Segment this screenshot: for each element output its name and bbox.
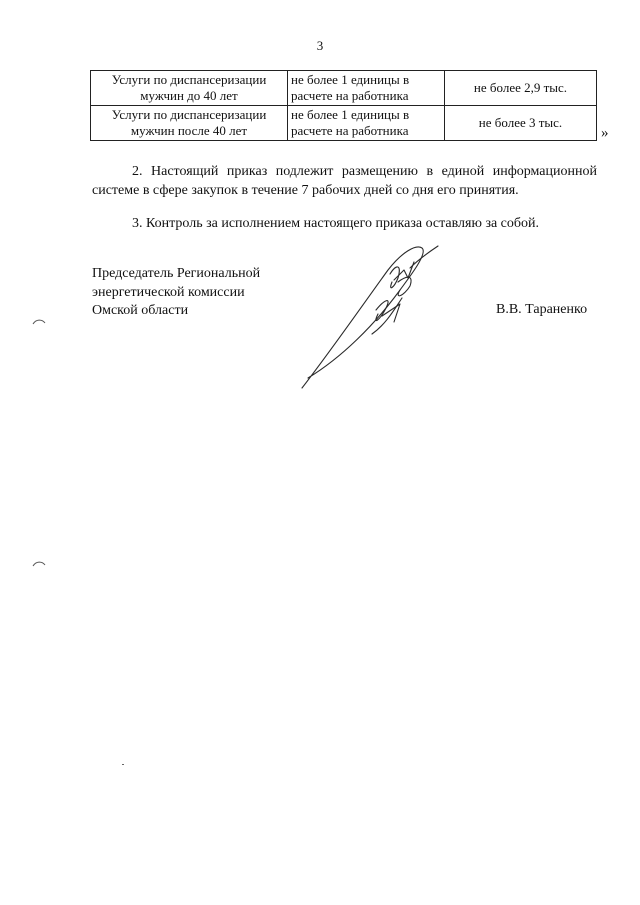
- signer-name: В.В. Тараненко: [496, 302, 588, 317]
- quantity-line: расчете на работника: [291, 123, 409, 138]
- paragraph-2-text: 2. Настоящий приказ подлежит размещению в единой информационной системе в сфере закупок в течение 7 рабочих дней со дня его принятия.: [92, 164, 597, 198]
- punch-hole-mark: [32, 560, 46, 568]
- paragraph-3-text: 3. Контроль за исполнением настоящего приказа оставляю за собой.: [132, 216, 540, 231]
- service-cell: [91, 71, 288, 106]
- quantity-cell: [288, 71, 445, 106]
- signer-position-line: Председатель Региональной: [92, 266, 261, 281]
- signer-position-line: энергетической комиссии: [92, 284, 245, 300]
- closing-quote: »: [601, 125, 609, 141]
- quantity-line: не более 1 единицы в: [291, 107, 410, 122]
- signer-position-line: Омской области: [92, 303, 189, 318]
- quantity-line: не более 1 единицы в: [291, 72, 410, 87]
- paragraph-2: [92, 162, 597, 200]
- service-line: Услуги по диспансеризации: [111, 107, 267, 122]
- handwritten-signature: [290, 240, 450, 400]
- scan-speck: [122, 764, 124, 765]
- page-number: 3: [316, 38, 324, 53]
- table-row: [91, 71, 597, 106]
- table-row: [91, 106, 597, 141]
- service-cell: [91, 106, 288, 141]
- quantity-line: расчете на работника: [291, 88, 409, 103]
- service-line: мужчин после 40 лет: [130, 123, 248, 138]
- limit-cell: не более 2,9 тыс.: [445, 71, 597, 106]
- paragraph-3: [92, 214, 597, 233]
- signer-position: [92, 265, 260, 321]
- quantity-cell: [288, 106, 445, 141]
- service-line: мужчин до 40 лет: [140, 88, 238, 103]
- limit-cell: не более 3 тыс.: [445, 106, 597, 141]
- norms-table: [90, 70, 597, 141]
- punch-hole-mark: [32, 318, 46, 326]
- service-line: Услуги по диспансеризации: [111, 72, 267, 87]
